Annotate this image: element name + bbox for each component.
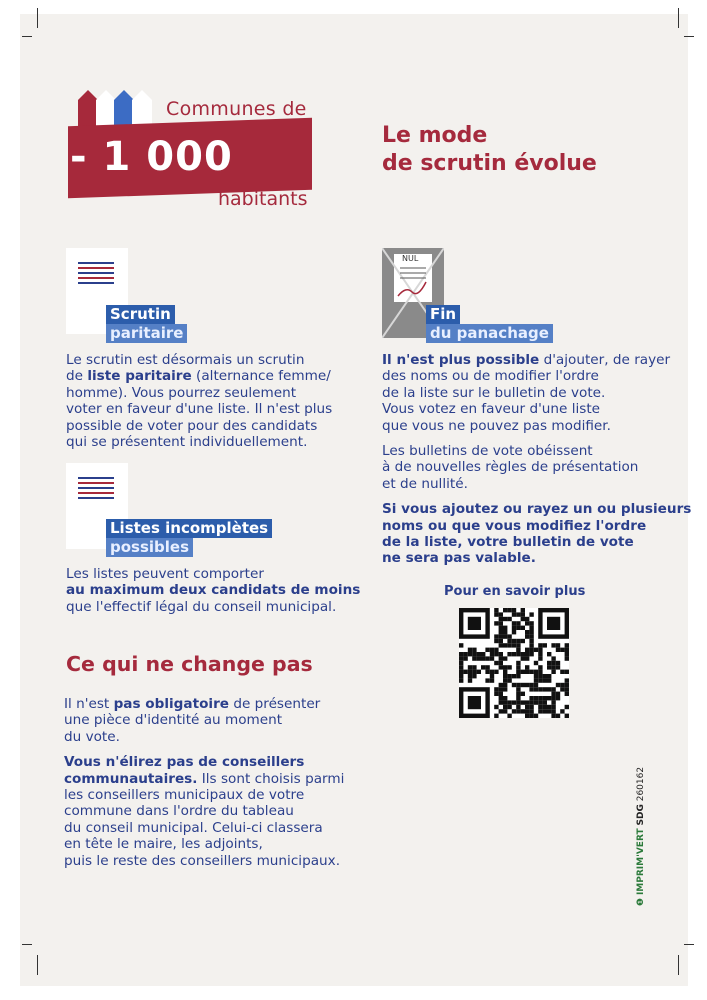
tag-paritaire: paritaire bbox=[106, 324, 187, 343]
text-bold: Il n'est plus possible bbox=[382, 352, 540, 368]
text-bold: au maximum deux candidats de moins bbox=[66, 582, 361, 599]
incompletes-text bbox=[66, 566, 360, 615]
sdg-label: SDG bbox=[636, 804, 646, 826]
text-line: du conseil municipal. Celui-ci classera bbox=[64, 819, 323, 836]
text-line bbox=[64, 771, 344, 787]
text-span: (alternance femme/ bbox=[191, 368, 331, 385]
crop-mark bbox=[678, 8, 679, 28]
text-bold: ne sera pas valable. bbox=[382, 550, 536, 567]
text-bold: communautaires. bbox=[64, 770, 198, 787]
text-line: des noms ou de modifier l'ordre bbox=[382, 368, 599, 385]
text-line: que vous ne pouvez pas modifier. bbox=[382, 417, 611, 434]
text-line: voter en faveur d'une liste. Il n'est plus bbox=[66, 401, 333, 418]
text-line: qui se présentent individuellement. bbox=[66, 434, 308, 451]
text-line: de la liste sur le bulletin de vote. bbox=[382, 384, 606, 401]
panachage-text bbox=[382, 352, 691, 567]
page-title bbox=[382, 122, 597, 178]
leaf-icon: ❶ bbox=[636, 897, 646, 906]
crop-mark bbox=[37, 8, 38, 28]
spacer bbox=[382, 434, 691, 443]
nul-label: NUL bbox=[402, 254, 419, 263]
imprim-vert-label: IMPRIM'VERT bbox=[636, 828, 646, 896]
text-bold: liste paritaire bbox=[87, 368, 192, 385]
text-line: que l'effectif légal du conseil municipal. bbox=[66, 598, 337, 615]
text-line: une pièce d'identité au moment bbox=[64, 712, 283, 729]
text-line: Vous votez en faveur d'une liste bbox=[382, 401, 601, 418]
text-span: Ils sont choisis parmi bbox=[197, 770, 345, 787]
text-bold: de la liste, votre bulletin de vote bbox=[382, 534, 634, 551]
spacer bbox=[64, 745, 344, 754]
text-line: puis le reste des conseillers municipaux. bbox=[64, 852, 341, 869]
population-threshold: - 1 000 bbox=[70, 134, 233, 180]
text-line bbox=[382, 352, 691, 368]
crop-mark bbox=[22, 36, 32, 37]
text-line: les conseillers municipaux de votre bbox=[64, 787, 305, 804]
text-line bbox=[382, 518, 691, 534]
text-line: Les bulletins de vote obéissent bbox=[382, 443, 593, 460]
paritaire-text bbox=[66, 352, 332, 450]
page-title-line: de scrutin évolue bbox=[382, 151, 597, 176]
crop-mark bbox=[22, 944, 32, 945]
communes-badge bbox=[68, 92, 318, 212]
text-span: de présenter bbox=[229, 696, 321, 712]
tag-listes-incompletes: Listes incomplètes bbox=[106, 519, 272, 538]
text-bold: Vous n'élirez pas de conseillers bbox=[64, 754, 305, 771]
text-line: homme). Vous pourrez seulement bbox=[66, 384, 297, 401]
text-line bbox=[382, 534, 691, 550]
spacer bbox=[382, 492, 691, 501]
crop-mark bbox=[684, 944, 694, 945]
tag-possibles: possibles bbox=[106, 538, 193, 557]
text-bold: pas obligatoire bbox=[113, 696, 230, 712]
text-line: et de nullité. bbox=[382, 475, 468, 492]
text-line bbox=[382, 550, 691, 566]
more-info-label: Pour en savoir plus bbox=[444, 584, 586, 599]
text-line: possible de voter pour des candidats bbox=[66, 417, 318, 434]
print-code: 260162 bbox=[636, 766, 646, 802]
text-line bbox=[64, 696, 344, 712]
text-line: du vote. bbox=[64, 728, 120, 745]
unchanged-text bbox=[64, 696, 344, 869]
page-title-line: Le mode bbox=[382, 123, 488, 148]
text-bold: noms ou que vous modifiez l'ordre bbox=[382, 517, 647, 534]
qr-code[interactable] bbox=[459, 608, 569, 718]
crop-mark bbox=[678, 955, 679, 975]
tag-fin: Fin bbox=[426, 305, 460, 324]
text-line: à de nouvelles règles de présentation bbox=[382, 459, 639, 476]
text-span: de bbox=[66, 368, 88, 385]
text-line bbox=[66, 582, 360, 598]
tag-scrutin: Scrutin bbox=[106, 305, 175, 324]
tag-du-panachage: du panachage bbox=[426, 324, 553, 343]
text-line: Les listes peuvent comporter bbox=[66, 566, 264, 582]
text-line: Le scrutin est désormais un scrutin bbox=[66, 352, 305, 368]
text-line: en tête le maire, les adjoints, bbox=[64, 836, 263, 853]
text-line bbox=[66, 368, 332, 384]
crop-mark bbox=[684, 36, 694, 37]
crop-mark bbox=[37, 955, 38, 975]
communes-de-label: Communes de bbox=[166, 98, 307, 120]
habitants-label: habitants bbox=[218, 188, 308, 210]
text-span: Il n'est bbox=[64, 696, 114, 712]
text-line bbox=[64, 754, 344, 770]
imprim-vert-mark bbox=[636, 767, 646, 906]
text-span: d'ajouter, de rayer bbox=[539, 352, 671, 368]
text-line: commune dans l'ordre du tableau bbox=[64, 803, 294, 820]
text-line bbox=[382, 501, 691, 517]
unchanged-title: Ce qui ne change pas bbox=[66, 652, 313, 676]
text-bold: Si vous ajoutez ou rayez un ou plusieurs bbox=[382, 501, 692, 518]
